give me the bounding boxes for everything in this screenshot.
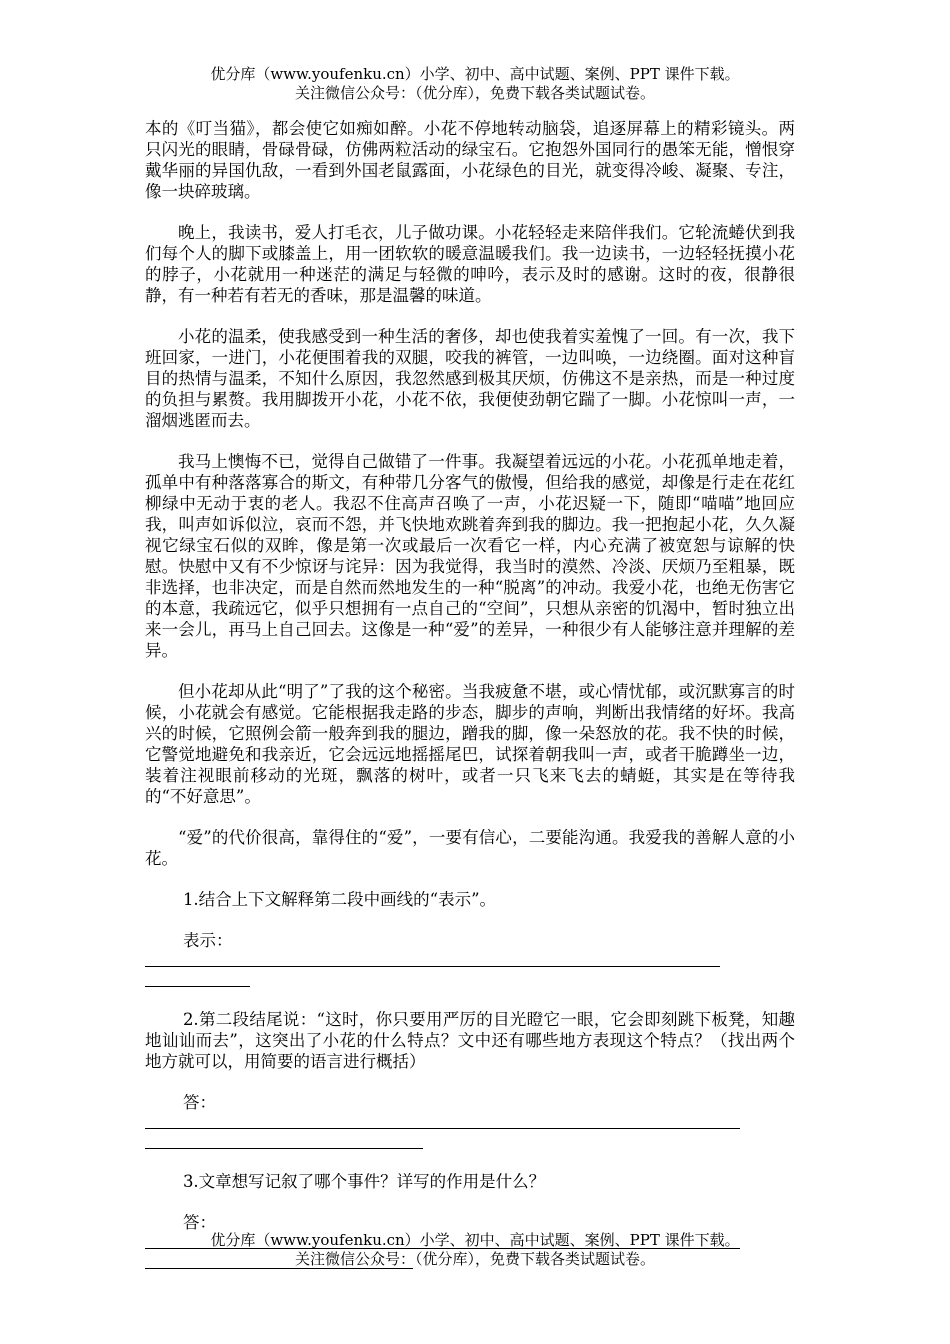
answer-2-line-continued[interactable]: [145, 1134, 423, 1149]
answer-2: [145, 1092, 795, 1149]
page-header: [0, 65, 950, 103]
article-paragraph-5: 但小花却从此“明了”了我的这个秘密。当我疲惫不堪，或心情忧郁，或沉默寡言的时候，小花就会有感觉。它能根据我走路的步态，脚步的声响，判断出我情绪的好坏。我高兴的时候，它照例会箭一般奔到我的腿边，蹭我的脚，像一朵怒放的花。我不快的时候，它警觉地避免和我亲近，它会远远地摇摇尾巴，试探着朝我叫一声，或者干脆蹲坐一边，装着注视眼前移动的光斑，飘落的树叶，或者一只飞来飞去的蜻蜓，其实是在等待我的“不好意思”。: [145, 682, 795, 806]
answer-1-label: 表示：: [182, 931, 233, 950]
article-paragraph-6: “爱”的代价很高，靠得住的“爱”，一要有信心，二要能沟通。我爱我的善解人意的小花。: [145, 828, 795, 868]
answer-1-line[interactable]: [145, 951, 720, 967]
answer-3-label: 答：: [182, 1213, 216, 1232]
answer-1-line-continued[interactable]: [145, 972, 250, 987]
answer-1: [145, 930, 795, 987]
article-paragraph-2: 晚上，我读书，爱人打毛衣，儿子做功课。小花轻轻走来陪伴我们。它轮流蜷伏到我们每个人的脚下或膝盖上，用一团软软的暖意温暖我们。我一边读书，一边轻轻抚摸小花的脖子，小花就用一种迷茫的满足与轻微的呻吟，表示及时的感谢。这时的夜，很静很静，有一种若有若无的香味，那是温馨的味道。: [145, 223, 795, 305]
article-paragraph-1: 本的《叮当猫》，都会使它如痴如醉。小花不停地转动脑袋，追逐屏幕上的精彩镜头。两只闪光的眼睛，骨碌骨碌，仿佛两粒活动的绿宝石。它抱怨外国同行的愚笨无能，憎恨穿戴华丽的异国仇敌，一看到外国老鼠露面，小花绿色的目光，就变得冷峻、凝聚、专注，像一块碎玻璃。: [145, 119, 795, 201]
question-2: 2.第二段结尾说：“这时，你只要用严厉的目光瞪它一眼，它会即刻跳下板凳，知趣地讪讪而去”，这突出了小花的什么特点？文中还有哪些地方表现这个特点？（找出两个地方就可以，用简要的语言进行概括）: [145, 1010, 795, 1071]
header-line-2: 关注微信公众号：（优分库），免费下载各类试题试卷。: [294, 84, 655, 102]
header-line-1: 优分库（www.youfenku.cn）小学、初中、高中试题、案例、PPT 课件下载。: [210, 65, 740, 83]
article-paragraph-3: 小花的温柔，使我感受到一种生活的奢侈，却也使我着实羞愧了一回。有一次，我下班回家，一进门，小花便围着我的双腿，咬我的裤管，一边叫唤，一边绕圈。面对这种盲目的热情与温柔，不知什么原因，我忽然感到极其厌烦，仿佛这不是亲热，而是一种过度的负担与累赘。我用脚拨开小花，小花不依，我便使劲朝它踹了一脚。小花惊叫一声，一溜烟逃匿而去。: [145, 327, 795, 430]
article-paragraph-4: 我马上懊悔不已，觉得自己做错了一件事。我凝望着远远的小花。小花孤单地走着，孤单中有种落落寡合的斯文，有种带几分客气的傲慢，但给我的感觉，却像是行走在花红柳绿中无动于衷的老人。我忍不住高声召唤了一声，小花迟疑一下，随即“喵喵”地回应我，叫声如诉似泣，哀而不怨，并飞快地欢跳着奔到我的脚边。我一把抱起小花，久久凝视它绿宝石似的双眸，像是第一次或最后一次看它一样，内心充满了被宽恕与谅解的快慰。快慰中又有不少惊讶与诧异：因为我觉得，我当时的漠然、冷淡、厌烦乃至粗暴，既非选择，也非决定，而是自然而然地发生的一种“脱离”的冲动。我爱小花，也绝无伤害它的本意，我疏远它，似乎只想拥有一点自己的“空间”，只想从亲密的饥渴中，暂时独立出来一会儿，再马上自己回去。这像是一种“爱”的差异，一种很少有人能够注意并理解的差异。: [145, 452, 795, 660]
question-1: 1.结合上下文解释第二段中画线的“表示”。: [182, 890, 497, 909]
document-body: [145, 118, 795, 1291]
footer-line-2: 关注微信公众号：（优分库），免费下载各类试题试卷。: [294, 1250, 655, 1268]
answer-2-line[interactable]: [145, 1113, 740, 1129]
question-3: 3.文章想写记叙了哪个事件？详写的作用是什么？: [182, 1172, 546, 1191]
page-footer: [0, 1231, 950, 1269]
answer-2-label: 答：: [182, 1093, 216, 1112]
footer-line-1: 优分库（www.youfenku.cn）小学、初中、高中试题、案例、PPT 课件下载。: [210, 1231, 740, 1249]
